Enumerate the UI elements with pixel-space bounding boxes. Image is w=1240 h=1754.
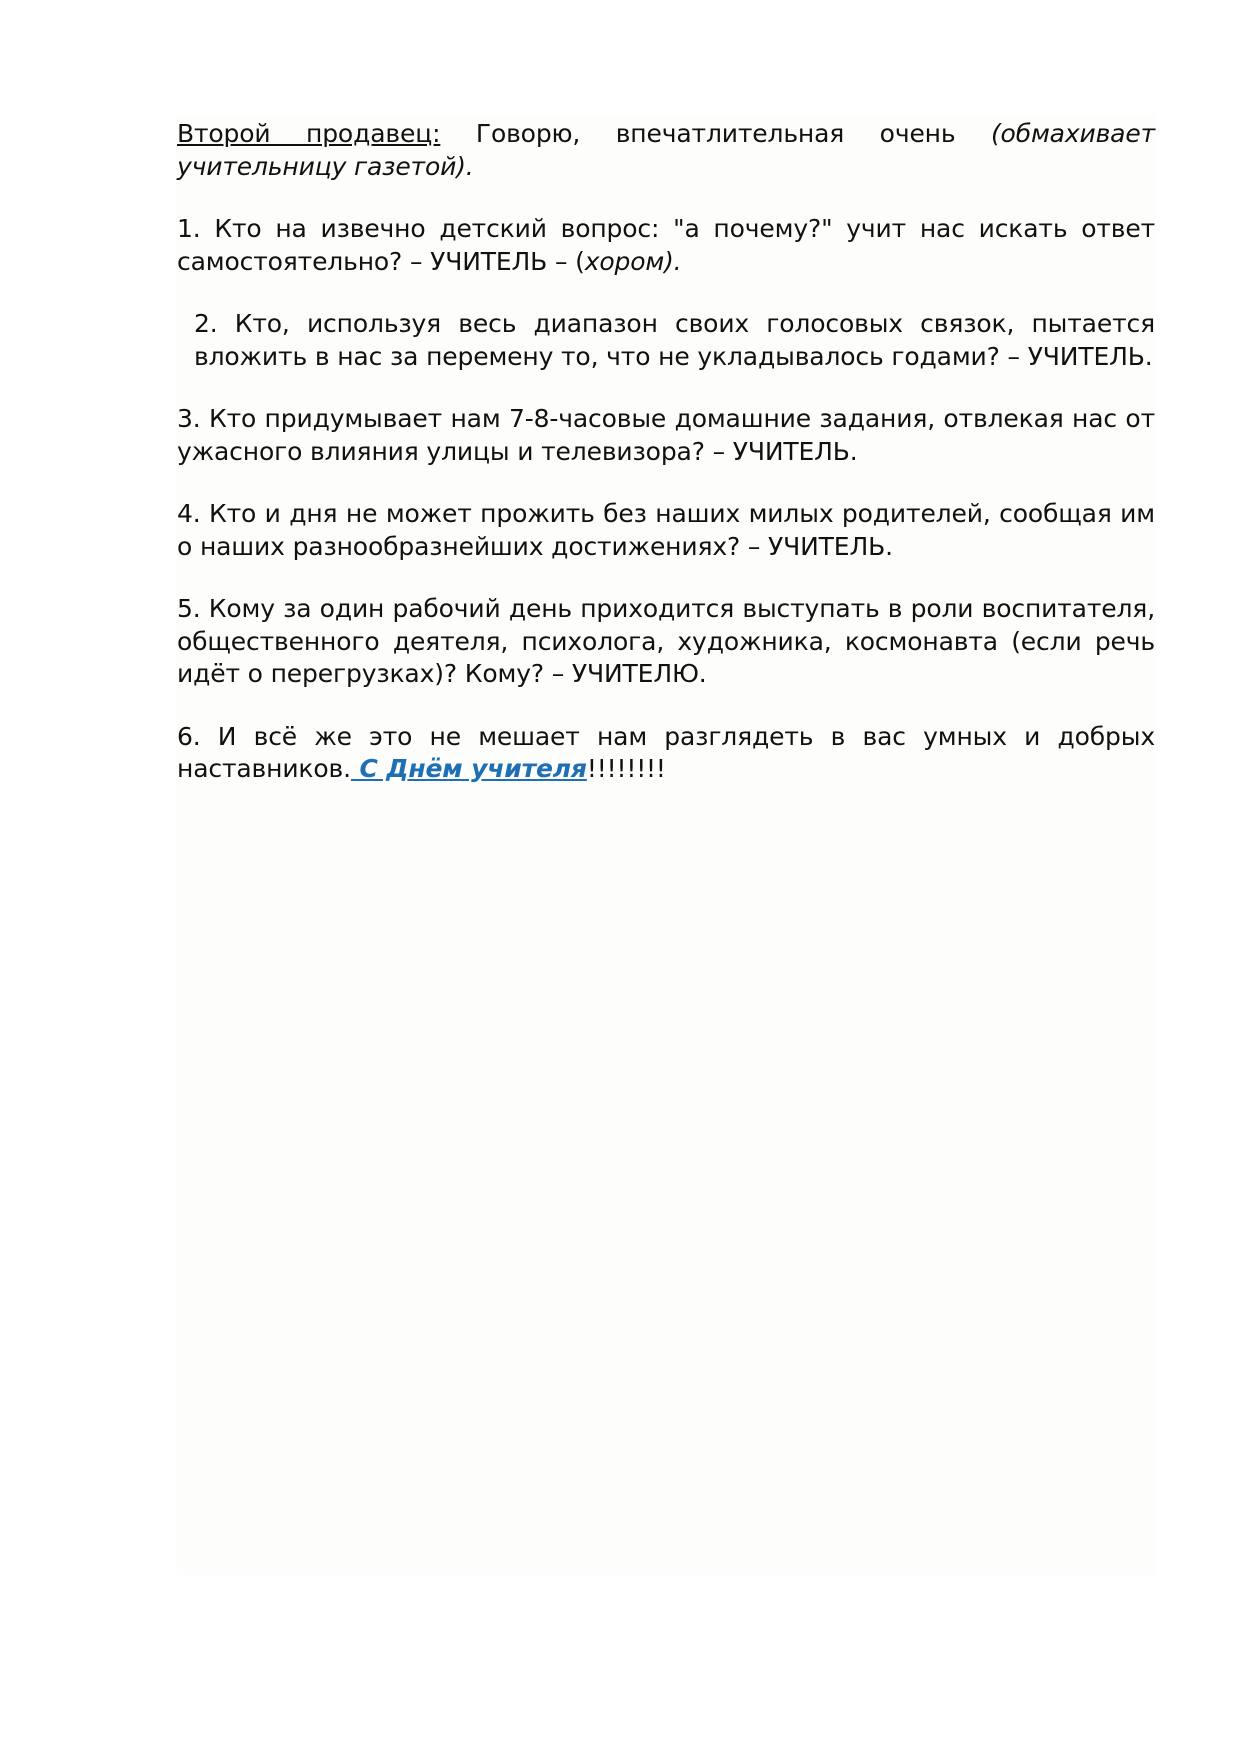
teachers-day-link[interactable]: С Днём учителя [350, 754, 587, 783]
exclamation-suffix: !!!!!!!! [586, 754, 666, 783]
question-text-3: 3. Кто придумывает нам 7-8-часовые домашние задания, отвлекая нас от ужасного влияния улицы и телевизора? – УЧИТЕЛЬ. [177, 404, 1155, 466]
document-content [177, 118, 1155, 816]
intro-paragraph [177, 118, 1155, 183]
intro-text: Говорю, впечатлительная очень [440, 119, 991, 148]
question-paragraph-5 [177, 593, 1155, 691]
question-text-5: 5. Кому за один рабочий день приходится выступать в роли воспитателя, общественного деятеля, психолога, художника, космонавта (если речь идёт о перегрузках)? Кому? – УЧИТЕЛЮ. [177, 594, 1155, 688]
question-text-1: 1. Кто на извечно детский вопрос: "а почему?" учит нас искать ответ самостоятельно? – УЧИТЕЛЬ – ( [177, 214, 1155, 276]
question-paragraph-1 [177, 213, 1155, 278]
question-italic-1: хором). [584, 246, 682, 276]
question-paragraph-4 [177, 498, 1155, 563]
question-paragraph-2 [177, 308, 1155, 373]
speaker-label: Второй продавец: [177, 119, 441, 148]
question-paragraph-3 [177, 403, 1155, 468]
question-text-2: 2. Кто, используя весь диапазон своих голосовых связок, пытается вложить в нас за перемену то, что не укладывалось годами? – УЧИТЕЛЬ. [194, 309, 1155, 371]
question-text-4: 4. Кто и дня не может прожить без наших милых родителей, сообщая им о наших разнообразнейших достижениях? – УЧИТЕЛЬ. [177, 499, 1155, 561]
question-text-6: 6. И всё же это не мешает нам разглядеть в вас умных и добрых наставников. [177, 721, 1155, 783]
question-paragraph-6 [177, 721, 1155, 786]
stage-direction: (обмахивает учительницу газетой). [177, 119, 1155, 181]
